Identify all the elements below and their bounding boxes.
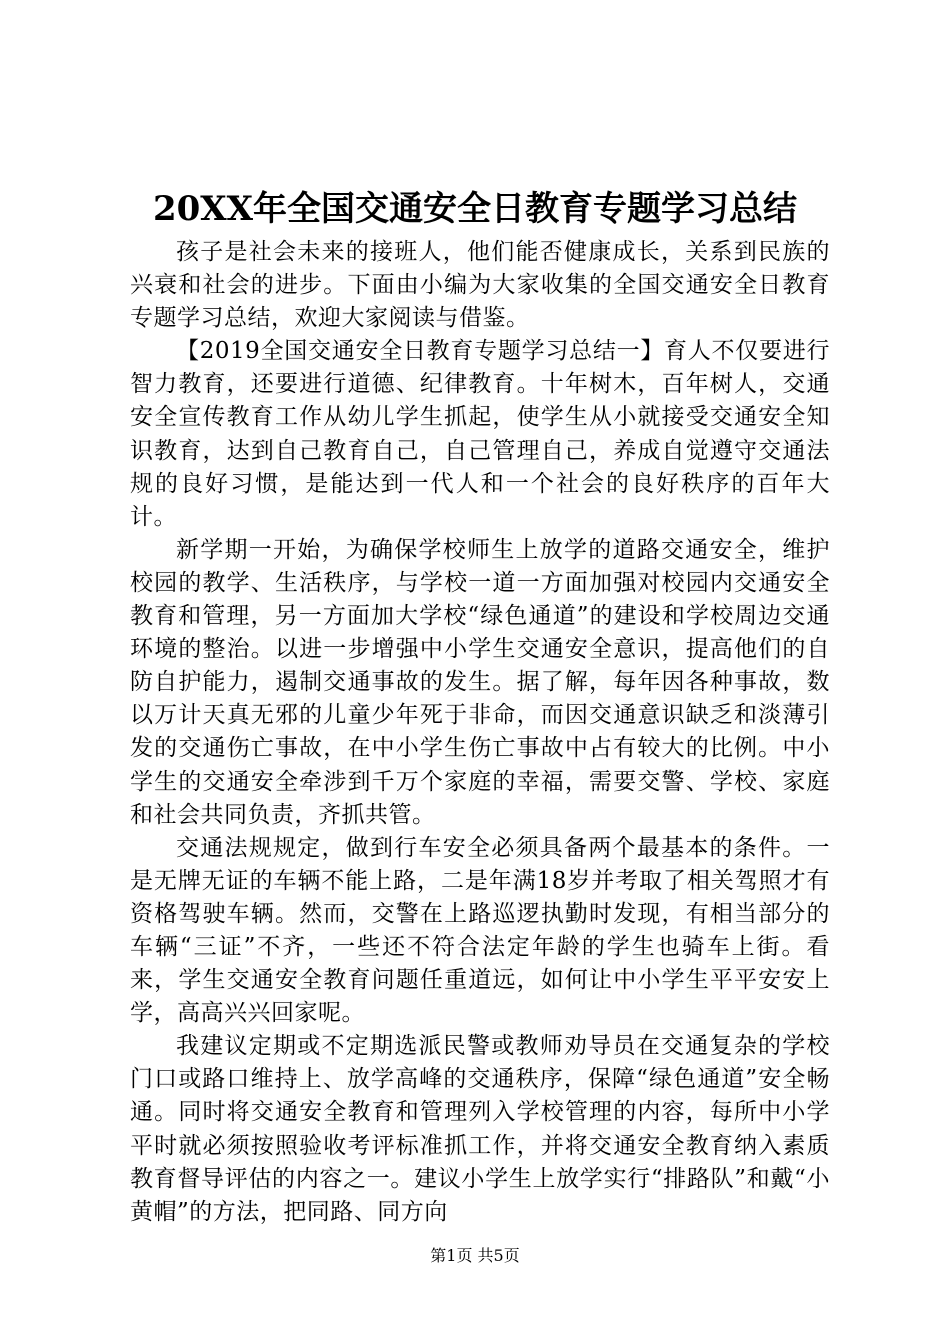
paragraph-summary-one: 【2019全国交通安全日教育专题学习总结一】育人不仅要进行智力教育，还要进行道德、纪律教育。十年树木，百年树人，交通安全宣传教育工作从幼儿学生抓起，使学生从小就接受交通安全知识教育，达到自己教育自己，自己管理自己，养成自觉遵守交通法规的良好习惯，是能达到一代人和一个社会的良好秩序的百年大计。 xyxy=(130,338,830,530)
paragraph-intro: 孩子是社会未来的接班人，他们能否健康成长，关系到民族的兴衰和社会的进步。下面由小编为大家收集的全国交通安全日教育专题学习总结，欢迎大家阅读与借鉴。 xyxy=(130,239,830,332)
paragraph-new-semester: 新学期一开始，为确保学校师生上放学的道路交通安全，维护校园的教学、生活秩序，与学校一道一方面加强对校园内交通安全教育和管理，另一方面加大学校“绿色通道”的建设和学校周边交通环境的整治。以进一步增强中小学生交通安全意识，提高他们的自防自护能力，遏制交通事故的发生。据了解，每年因各种事故，数以万计天真无邪的儿童少年死于非命，而因交通意识缺乏和淡薄引发的交通伤亡事故，在中小学生伤亡事故中占有较大的比例。中小学生的交通安全牵涉到千万个家庭的幸福，需要交警、学校、家庭和社会共同负责，齐抓共管。 xyxy=(130,536,830,828)
document-body xyxy=(130,236,830,1229)
paragraph-suggestions: 我建议定期或不定期选派民警或教师劝导员在交通复杂的学校门口或路口维持上、放学高峰的交通秩序，保障“绿色通道”安全畅通。同时将交通安全教育和管理列入学校管理的内容，每所中小学平时就必须按照验收考评标准抓工作，并将交通安全教育纳入素质教育督导评估的内容之一。建议小学生上放学实行“排路队”和戴“小黄帽”的方法，把同路、同方向 xyxy=(130,1033,830,1225)
page-number-footer: 第1页 共5页 xyxy=(430,1246,520,1265)
document-title: 20XX年全国交通安全日教育专题学习总结 xyxy=(152,189,798,229)
paragraph-traffic-regulations: 交通法规规定，做到行车安全必须具备两个最基本的条件。一是无牌无证的车辆不能上路，二是年满18岁并考取了相关驾照才有资格驾驶车辆。然而，交警在上路巡逻执勤时发现，有相当部分的车辆“三证”不齐，一些还不符合法定年龄的学生也骑车上街。看来，学生交通安全教育问题任重道远，如何让中小学生平平安安上学，高高兴兴回家呢。 xyxy=(130,834,830,1027)
